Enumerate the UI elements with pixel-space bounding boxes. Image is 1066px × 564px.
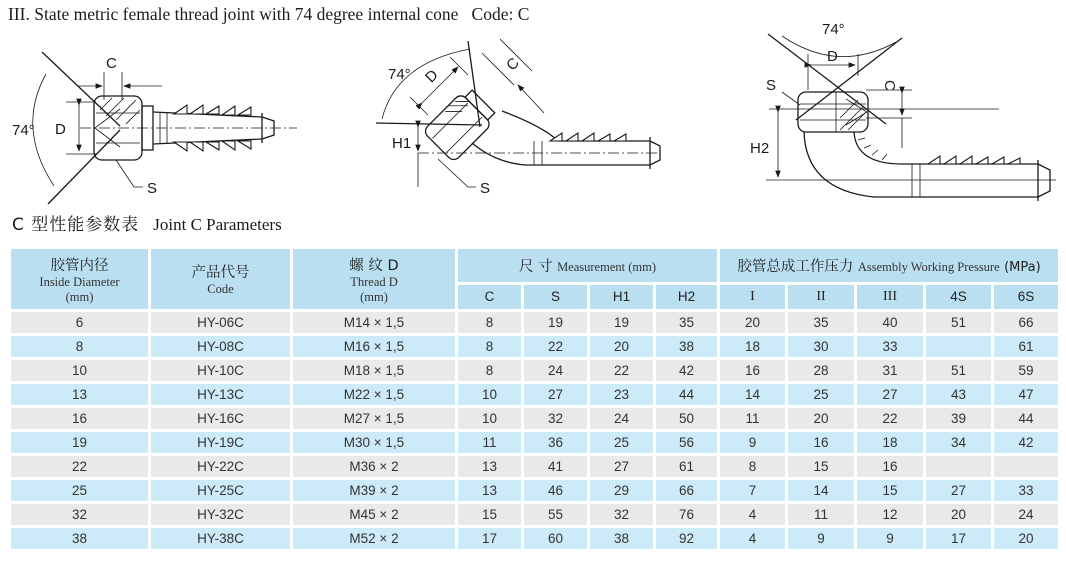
table-cell: 33: [856, 335, 925, 359]
table-cell: HY-38C: [150, 527, 292, 551]
table-cell: 9: [787, 527, 856, 551]
table-cell: 8: [457, 335, 523, 359]
col-header-pressure: [719, 248, 1060, 284]
section-title-en: Joint C Parameters: [153, 215, 282, 234]
table-cell: M36 × 2: [292, 455, 457, 479]
table-cell: 17: [457, 527, 523, 551]
table-cell: 46: [523, 479, 589, 503]
table-cell: 14: [719, 383, 787, 407]
dim-label-s: S: [766, 77, 777, 94]
table-cell: 36: [523, 431, 589, 455]
subcol-header-ii: II: [787, 283, 856, 310]
table-cell: 11: [457, 431, 523, 455]
dim-label-c: C: [503, 54, 523, 75]
header-en: Thread D: [350, 274, 398, 289]
table-cell: 20: [993, 527, 1060, 551]
table-cell: 4: [719, 503, 787, 527]
header-en: Measurement (mm): [557, 259, 656, 274]
table-cell: 47: [993, 383, 1060, 407]
leader-line: [116, 160, 143, 187]
angle-label: 74°: [388, 66, 411, 83]
table-cell: 30: [787, 335, 856, 359]
table-cell: 20: [589, 335, 655, 359]
table-cell: M14 × 1,5: [292, 311, 457, 335]
table-cell: HY-25C: [150, 479, 292, 503]
elbow45-fitting-diagram: [330, 35, 662, 221]
header-en: Inside Diameter: [39, 274, 120, 289]
dim-label-h1: H1: [392, 135, 412, 152]
table-cell: 12: [856, 503, 925, 527]
table-cell: 22: [856, 407, 925, 431]
subcol-header-iii: III: [856, 283, 925, 310]
header-zh: 胶管内径: [50, 257, 109, 274]
table-cell: 92: [655, 527, 719, 551]
angle-label: 74°: [12, 122, 35, 139]
table-cell: 6: [10, 311, 150, 335]
table-cell: 10: [457, 407, 523, 431]
subcol-header-6s: 6S: [993, 283, 1060, 310]
col-header-code: [150, 248, 292, 311]
table-cell: 13: [457, 455, 523, 479]
dim-label-d: D: [55, 121, 66, 138]
table-cell: 28: [787, 359, 856, 383]
header-en: Code: [207, 282, 234, 296]
table-cell: 17: [925, 527, 993, 551]
col-header-measurement: [457, 248, 719, 284]
table-cell: 32: [10, 503, 150, 527]
table-row: [10, 383, 1060, 407]
table-cell: HY-16C: [150, 407, 292, 431]
table-cell: 76: [655, 503, 719, 527]
table-cell: 32: [589, 503, 655, 527]
table-cell: 32: [523, 407, 589, 431]
table-cell: 19: [10, 431, 150, 455]
table-cell: 60: [523, 527, 589, 551]
table-row: [10, 479, 1060, 503]
dim-label-h2: H2: [750, 140, 770, 157]
table-cell: [925, 335, 993, 359]
header-zh: 产品代号: [191, 265, 250, 281]
table-cell: 9: [856, 527, 925, 551]
table-cell: 51: [925, 359, 993, 383]
elbow90-fitting-diagram: [706, 12, 1066, 212]
nut-facets: [800, 92, 866, 132]
dim-label-s: S: [480, 180, 491, 197]
table-cell: 25: [10, 479, 150, 503]
table-cell: 7: [719, 479, 787, 503]
cone-line: [468, 41, 480, 127]
col-header-thread: [292, 248, 457, 311]
section-title: [12, 210, 282, 235]
nut-body: [423, 93, 492, 162]
tube-end: [1038, 160, 1050, 201]
table-cell: 38: [655, 335, 719, 359]
table-cell: M27 × 1,5: [292, 407, 457, 431]
table-cell: HY-19C: [150, 431, 292, 455]
header-unit: (MPa): [1004, 259, 1041, 275]
table-cell: 25: [589, 431, 655, 455]
header-zh: 尺 寸: [519, 258, 553, 275]
table-cell: HY-22C: [150, 455, 292, 479]
table-cell: 4: [719, 527, 787, 551]
table-cell: 22: [589, 359, 655, 383]
dim-label-c: C: [106, 55, 117, 72]
table-cell: 24: [523, 359, 589, 383]
table-cell: 27: [856, 383, 925, 407]
table-cell: [993, 455, 1060, 479]
subcol-header-h1: H1: [589, 283, 655, 310]
table-cell: 13: [10, 383, 150, 407]
table-cell: 13: [457, 479, 523, 503]
table-cell: 19: [589, 311, 655, 335]
cone-arc: [382, 49, 470, 119]
table-cell: 38: [589, 527, 655, 551]
table-cell: 27: [523, 383, 589, 407]
header-unit: (mm): [65, 289, 94, 304]
parameters-table: [8, 246, 1061, 552]
table-cell: 24: [589, 407, 655, 431]
table-cell: 35: [787, 311, 856, 335]
table-cell: HY-10C: [150, 359, 292, 383]
table-cell: 35: [655, 311, 719, 335]
table-cell: M22 × 1,5: [292, 383, 457, 407]
subcol-header-s: S: [523, 283, 589, 310]
leader-line: [438, 159, 476, 187]
table-cell: M45 × 2: [292, 503, 457, 527]
dim-label-d: D: [827, 48, 838, 65]
table-cell: 42: [993, 431, 1060, 455]
subcol-header-i: I: [719, 283, 787, 310]
cone-line: [48, 130, 120, 204]
table-cell: 8: [457, 359, 523, 383]
table-cell: 61: [993, 335, 1060, 359]
table-cell: 44: [655, 383, 719, 407]
table-cell: M16 × 1,5: [292, 335, 457, 359]
table-cell: 15: [856, 479, 925, 503]
table-cell: 55: [523, 503, 589, 527]
table-cell: 16: [719, 359, 787, 383]
table-cell: 29: [589, 479, 655, 503]
table-cell: HY-32C: [150, 503, 292, 527]
table-row: [10, 335, 1060, 359]
table-cell: 16: [787, 431, 856, 455]
table-cell: [925, 455, 993, 479]
table-cell: 15: [457, 503, 523, 527]
table-cell: 44: [993, 407, 1060, 431]
table-cell: 18: [719, 335, 787, 359]
table-cell: 42: [655, 359, 719, 383]
header-unit: (mm): [360, 289, 388, 304]
table-cell: 18: [856, 431, 925, 455]
table-cell: 22: [523, 335, 589, 359]
table-cell: HY-08C: [150, 335, 292, 359]
cone-line: [796, 38, 902, 120]
table-cell: 14: [787, 479, 856, 503]
subcol-header-c: C: [457, 283, 523, 310]
table-cell: 20: [787, 407, 856, 431]
table-row: [10, 431, 1060, 455]
dim-label-s: S: [147, 180, 158, 197]
curve-ticks: [858, 138, 887, 160]
table-cell: M52 × 2: [292, 527, 457, 551]
table-row: [10, 407, 1060, 431]
table-cell: 20: [925, 503, 993, 527]
tube-edges: [472, 143, 650, 165]
table-cell: 41: [523, 455, 589, 479]
tube-edges: [153, 112, 262, 144]
table-cell: 66: [993, 311, 1060, 335]
table-cell: 66: [655, 479, 719, 503]
table-cell: 56: [655, 431, 719, 455]
table-row: [10, 455, 1060, 479]
table-cell: 10: [10, 359, 150, 383]
table-cell: M30 × 1,5: [292, 431, 457, 455]
table-cell: 24: [993, 503, 1060, 527]
table-cell: 8: [719, 455, 787, 479]
collar: [465, 90, 495, 120]
table-cell: 9: [719, 431, 787, 455]
table-cell: 38: [10, 527, 150, 551]
table-cell: 8: [457, 311, 523, 335]
table-cell: HY-13C: [150, 383, 292, 407]
table-row: [10, 311, 1060, 335]
subcol-header-4s: 4S: [925, 283, 993, 310]
header-zh: 胶管总成工作压力: [737, 258, 854, 275]
table-cell: 27: [589, 455, 655, 479]
table-row: [10, 503, 1060, 527]
table-cell: 25: [787, 383, 856, 407]
table-cell: 16: [856, 455, 925, 479]
dim-label-c: C: [881, 80, 898, 91]
table-row: [10, 359, 1060, 383]
table-cell: 59: [993, 359, 1060, 383]
table-cell: M39 × 2: [292, 479, 457, 503]
table-cell: 15: [787, 455, 856, 479]
page-title: III. State metric female thread joint with 74 degree internal cone Code: C: [8, 4, 530, 24]
table-cell: 11: [787, 503, 856, 527]
dim-label-d: D: [422, 66, 442, 87]
table-row: [10, 527, 1060, 551]
table-cell: 10: [457, 383, 523, 407]
table-cell: 34: [925, 431, 993, 455]
cone-arc: [782, 36, 896, 57]
header-zh: 螺 纹 D: [349, 257, 399, 274]
table-cell: 61: [655, 455, 719, 479]
table-cell: 11: [719, 407, 787, 431]
table-cell: 50: [655, 407, 719, 431]
grooves: [912, 164, 920, 197]
tube-edges: [854, 132, 1038, 164]
table-cell: 31: [856, 359, 925, 383]
cone-arc: [33, 74, 54, 186]
dim-arrow: [518, 85, 544, 113]
table-cell: 51: [925, 311, 993, 335]
header-en: Assembly Working Pressure: [857, 259, 1000, 274]
section-title-zh: C 型性能参数表: [12, 215, 140, 235]
table-cell: 19: [523, 311, 589, 335]
subcol-header-h2: H2: [655, 283, 719, 310]
table-cell: 40: [856, 311, 925, 335]
table-cell: 23: [589, 383, 655, 407]
table-cell: 33: [993, 479, 1060, 503]
table-cell: 16: [10, 407, 150, 431]
table-cell: 27: [925, 479, 993, 503]
straight-fitting-diagram: [0, 36, 300, 208]
table-cell: HY-06C: [150, 311, 292, 335]
table-cell: 22: [10, 455, 150, 479]
table-cell: M18 × 1,5: [292, 359, 457, 383]
table-cell: 43: [925, 383, 993, 407]
table-cell: 8: [10, 335, 150, 359]
table-cell: 20: [719, 311, 787, 335]
table-cell: 39: [925, 407, 993, 431]
col-header-inside-diameter: [10, 248, 150, 311]
leader-line: [782, 92, 800, 105]
angle-label: 74°: [822, 21, 845, 38]
